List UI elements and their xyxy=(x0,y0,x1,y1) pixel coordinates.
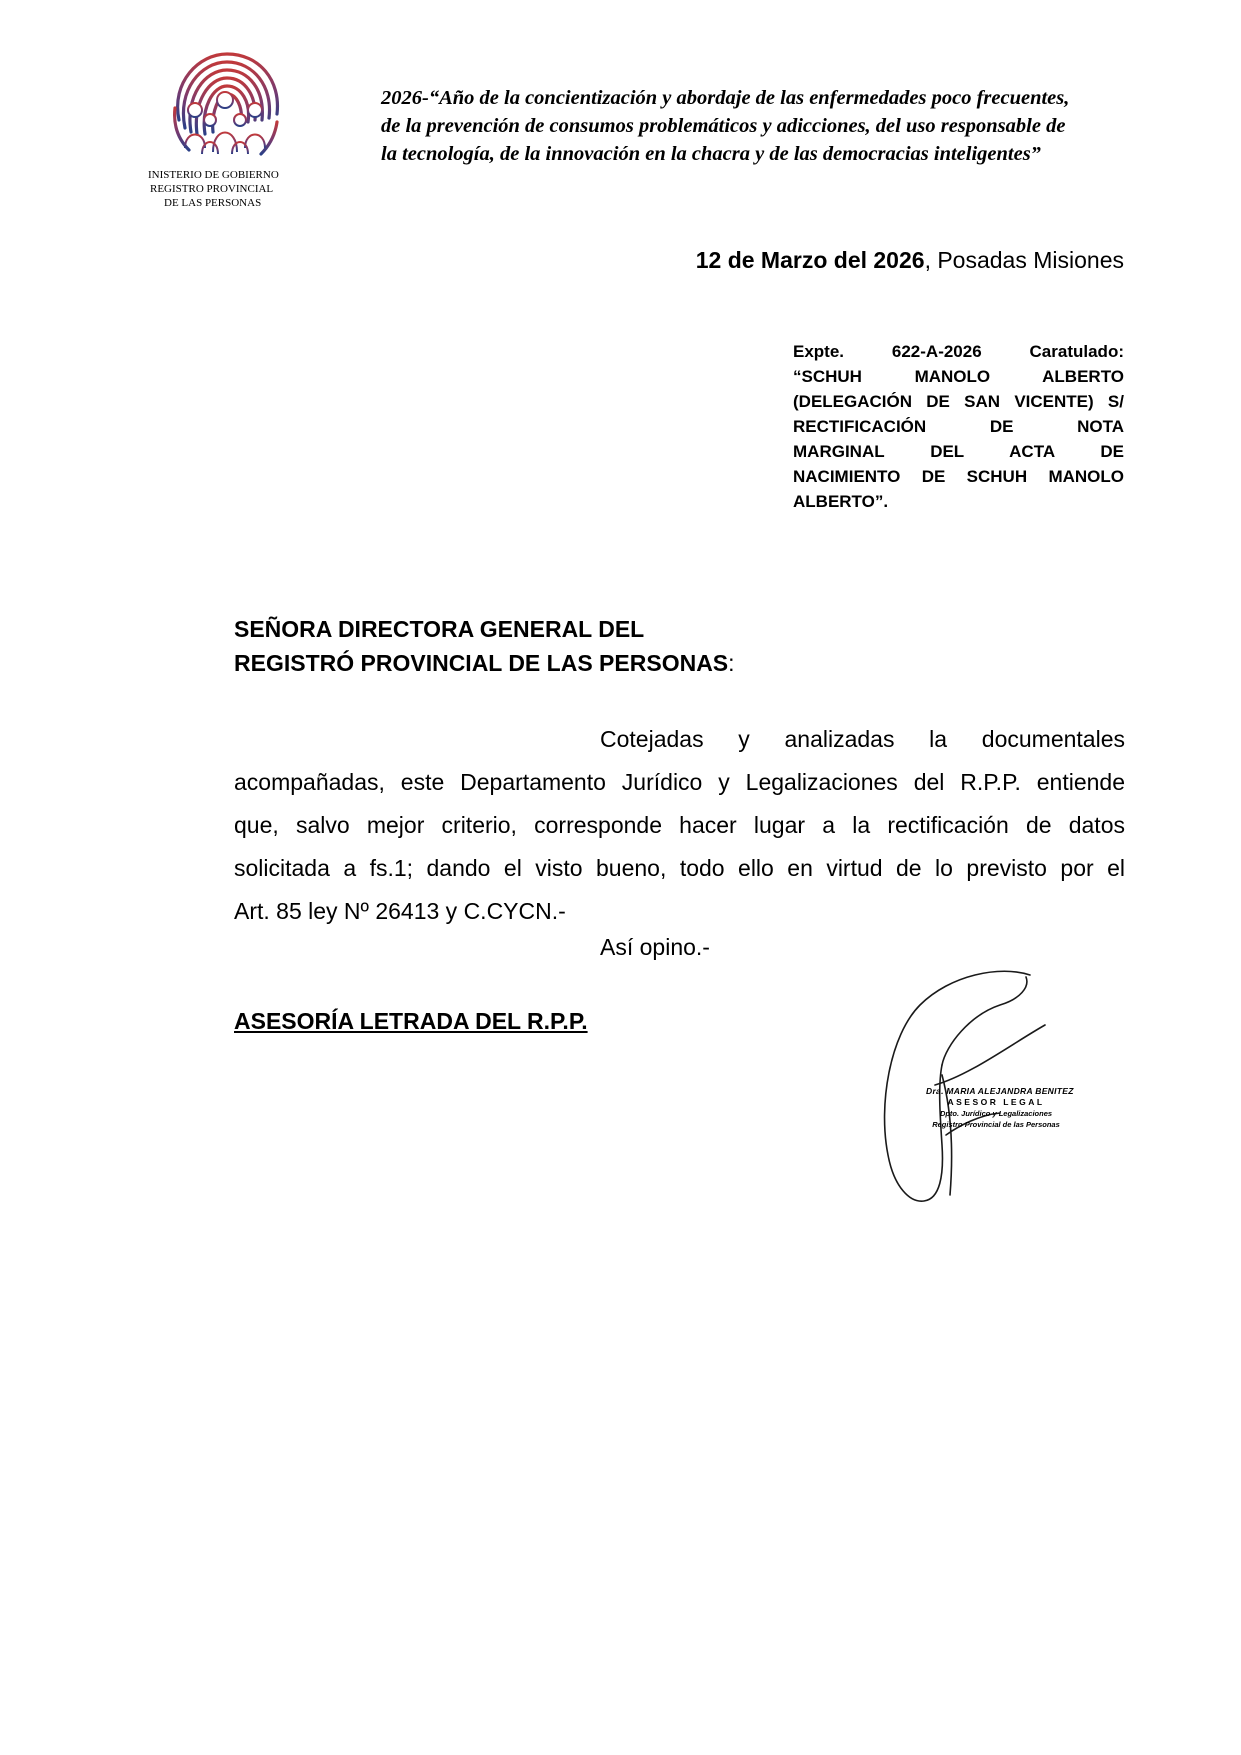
closing-phrase: Así opino.- xyxy=(600,934,710,960)
org-line: INISTERIO DE GOBIERNO xyxy=(148,169,279,181)
case-title-line: NACIMIENTO DE SCHUH MANOLO xyxy=(793,467,1124,486)
motto-line: la tecnología, de la innovación en la chacra y de las democracias inteligentes” xyxy=(381,143,1041,165)
stamp-line: Dra. MARIA ALEJANDRA BENITEZ xyxy=(926,1086,1074,1096)
document-date xyxy=(696,247,1124,274)
logo-organization-name xyxy=(148,168,318,210)
case-reference xyxy=(793,339,1124,514)
paragraph-line: Cotejadas y analizadas la documentales xyxy=(600,726,1125,752)
date-text: 12 de Marzo del 2026 xyxy=(695,247,925,273)
case-title-line: ALBERTO”. xyxy=(793,492,889,511)
stamp-line: Dpto. Jurídico y Legalizaciones xyxy=(939,1109,1053,1118)
org-line: DE LAS PERSONAS xyxy=(164,197,262,209)
fingerprint-family-icon xyxy=(165,48,285,160)
motto-line: 2026-“Año de la concientización y abordaje de las enfermedades poco frecuentes, xyxy=(381,87,1070,109)
motto-line: de la prevención de consumos problemáticos y adicciones, del uso responsable de xyxy=(381,115,1066,137)
paragraph-line: solicitada a fs.1; dando el visto bueno, todo ello en virtud de lo previsto por el xyxy=(234,855,1125,881)
paragraph-line: Art. 85 ley Nº 26413 y C.CYCN.- xyxy=(234,898,566,924)
place-text: , Posadas Misiones xyxy=(924,247,1124,273)
case-title-line: MARGINAL DEL ACTA DE xyxy=(793,442,1124,461)
opinion-paragraph xyxy=(234,718,1125,933)
office-signature-title: ASESORÍA LETRADA DEL R.P.P. xyxy=(234,1008,588,1034)
addressee-colon: : xyxy=(728,650,735,676)
caratula-label: Caratulado: xyxy=(1029,342,1124,361)
stamp-line: ASESOR LEGAL xyxy=(947,1097,1045,1107)
case-title-line: RECTIFICACIÓN DE NOTA xyxy=(793,417,1124,436)
addressee xyxy=(234,612,735,680)
case-title-line: (DELEGACIÓN DE SAN VICENTE) S/ xyxy=(793,392,1124,411)
addressee-line: SEÑORA DIRECTORA GENERAL DEL xyxy=(234,616,645,642)
stamp-line: Registro Provincial de las Personas xyxy=(932,1120,1060,1129)
addressee-line: REGISTRÓ PROVINCIAL DE LAS PERSONAS xyxy=(234,650,729,676)
case-number: 622-A-2026 xyxy=(891,342,982,361)
paragraph-line: que, salvo mejor criterio, corresponde hacer lugar a la rectificación de datos xyxy=(234,812,1125,838)
case-number-line xyxy=(793,339,1124,364)
year-motto xyxy=(381,84,1161,168)
official-stamp xyxy=(926,1086,1074,1130)
case-label: Expte. xyxy=(793,342,845,361)
paragraph-line: acompañadas, este Departamento Jurídico y Legalizaciones del R.P.P. entiende xyxy=(234,769,1125,795)
case-title-line: “SCHUH MANOLO ALBERTO xyxy=(793,367,1124,386)
org-line: REGISTRO PROVINCIAL xyxy=(150,183,274,195)
